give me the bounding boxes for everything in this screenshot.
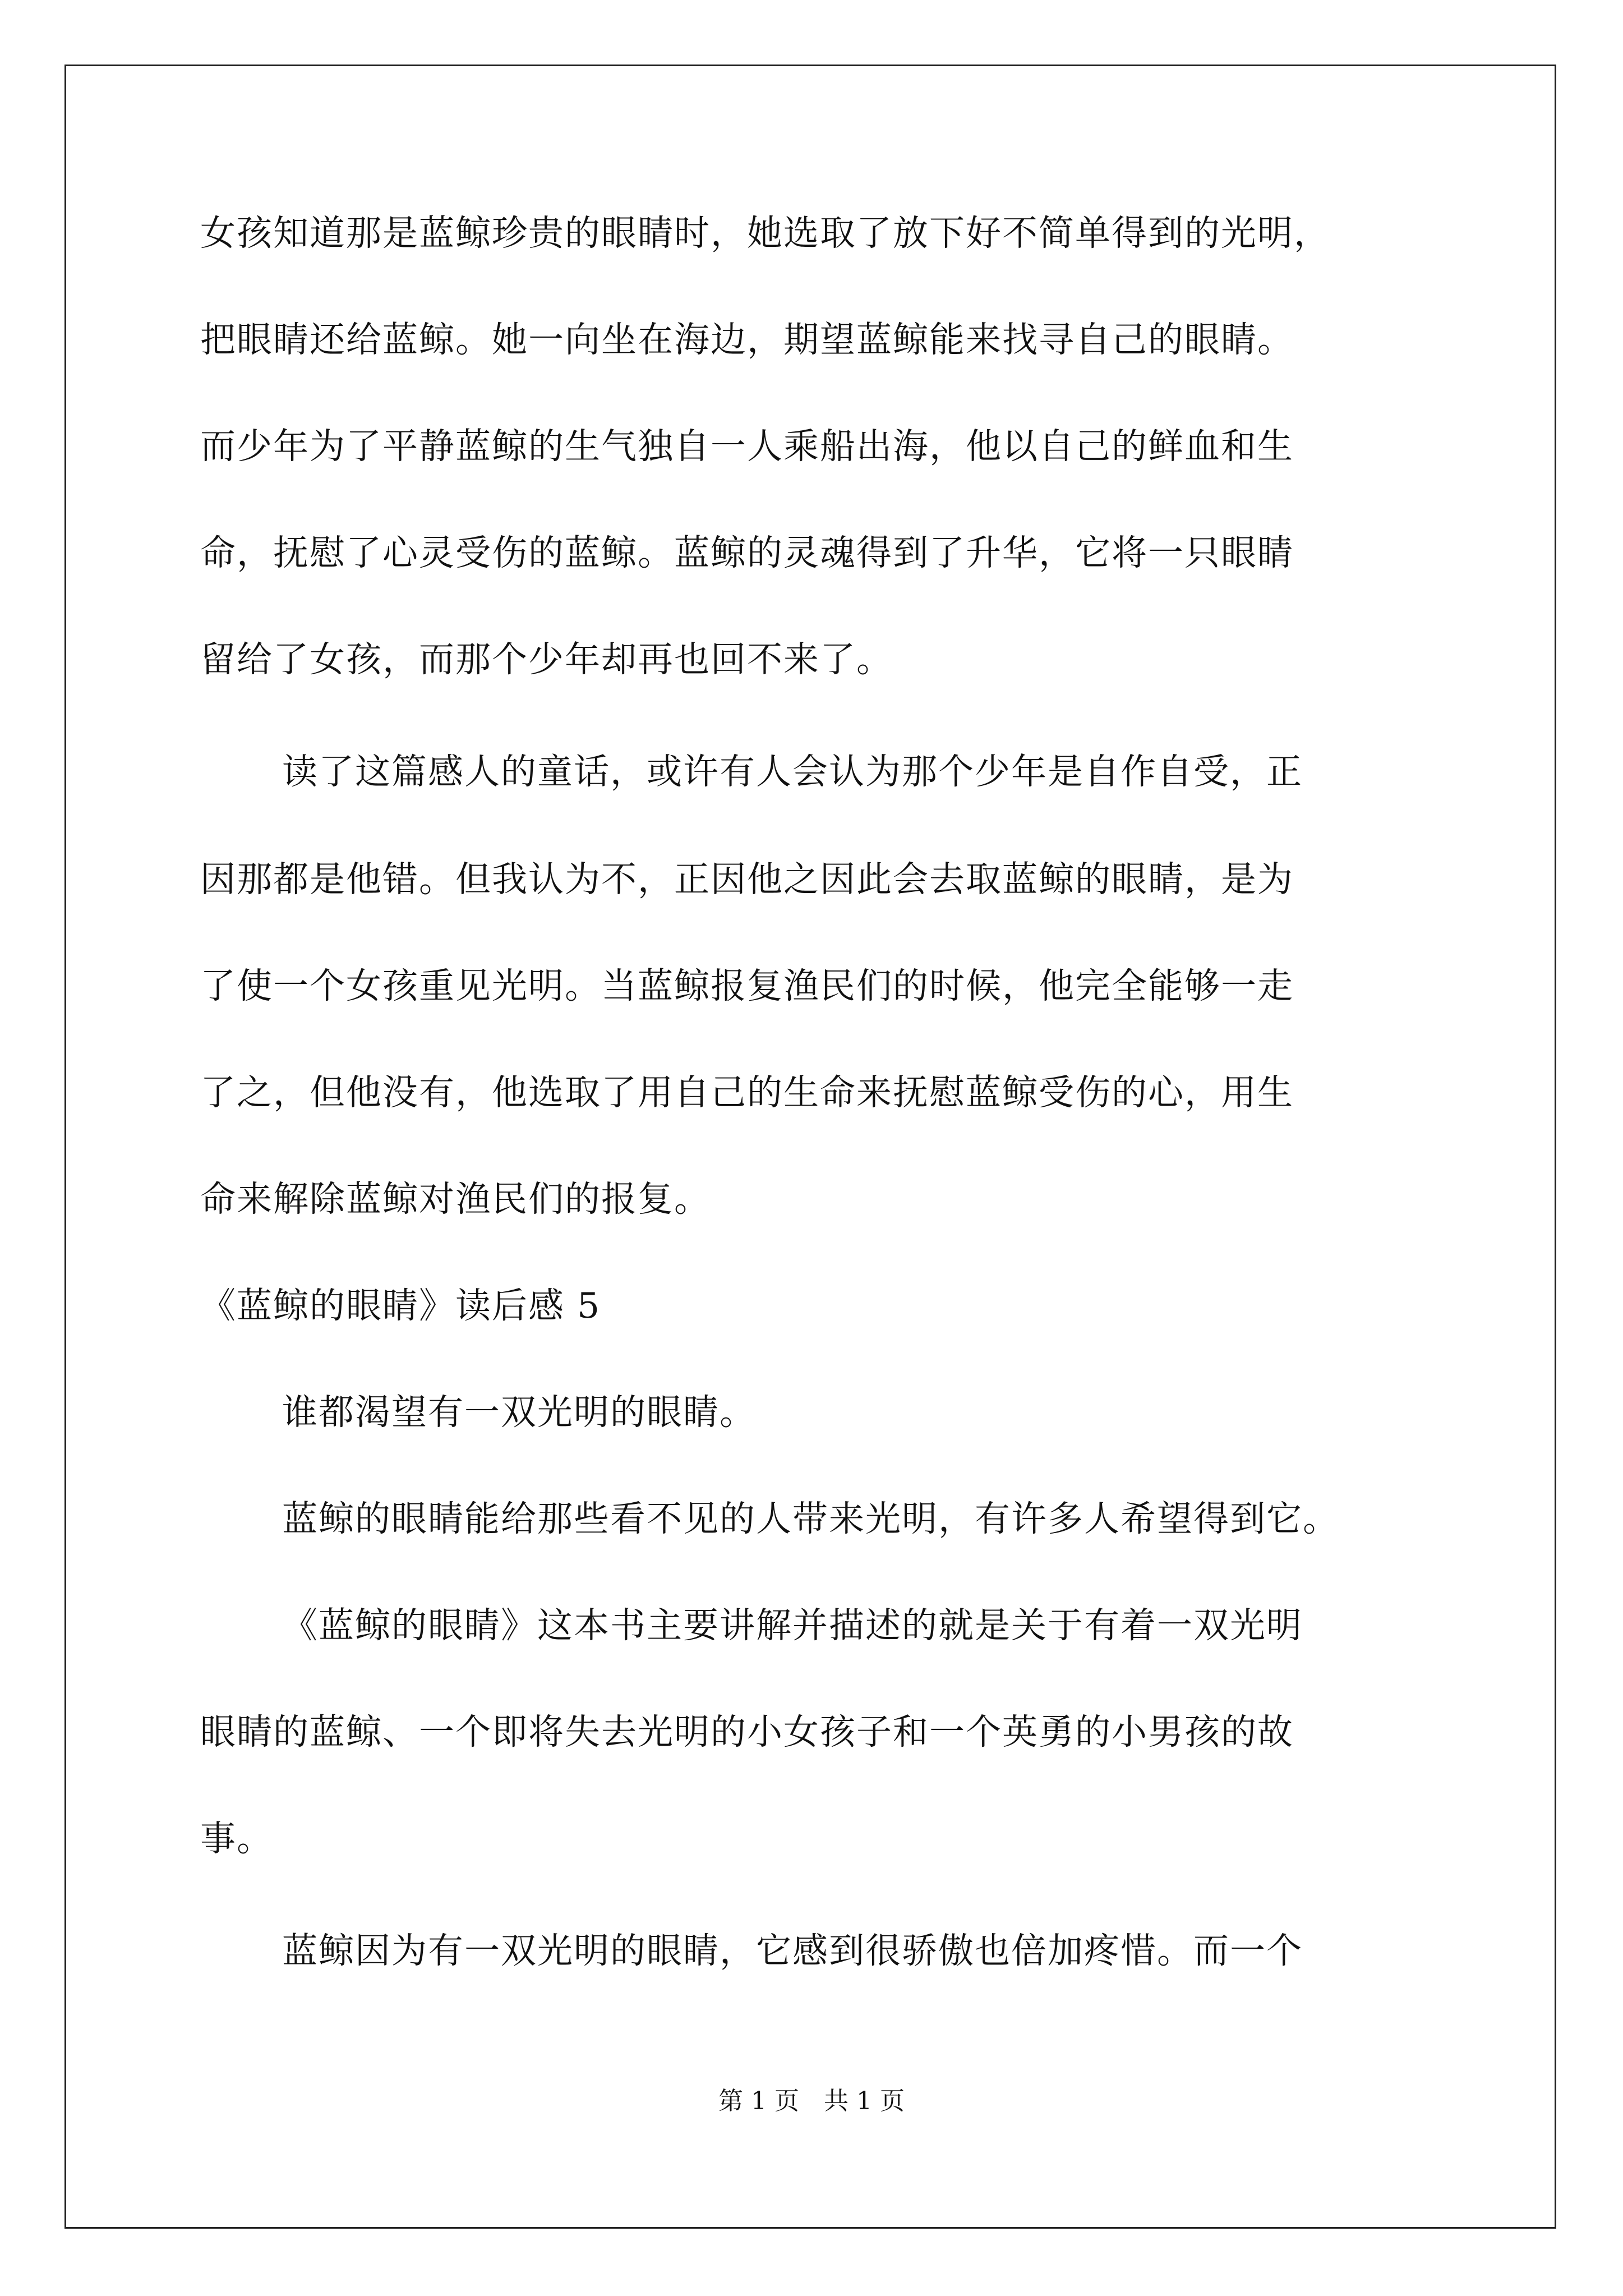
paragraph-line: 留给了女孩，而那个少年却再也回不来了。 bbox=[200, 639, 893, 680]
paragraph-line: 而少年为了平静蓝鲸的生气独自一人乘船出海，他以自己的鲜血和生 bbox=[200, 426, 1294, 467]
page-border bbox=[64, 65, 1556, 2229]
paragraph-line: 《蓝鲸的眼睛》这本书主要讲解并描述的就是关于有着一双光明 bbox=[282, 1605, 1303, 1646]
paragraph-line: 蓝鲸的眼睛能给那些看不见的人带来光明，有许多人希望得到它。 bbox=[282, 1498, 1339, 1539]
paragraph-line: 事。 bbox=[200, 1818, 273, 1859]
paragraph-line: 女孩知道那是蓝鲸珍贵的眼睛时，她选取了放下好不简单得到的光明， bbox=[200, 213, 1330, 254]
paragraph-line: 谁都渴望有一双光明的眼睛。 bbox=[282, 1392, 756, 1433]
paragraph-line: 命，抚慰了心灵受伤的蓝鲸。蓝鲸的灵魂得到了升华，它将一只眼睛 bbox=[200, 532, 1294, 573]
paragraph-line: 了之，但他没有，他选取了用自己的生命来抚慰蓝鲸受伤的心，用生 bbox=[200, 1072, 1294, 1113]
page-number-footer: 第 1 页 共 1 页 bbox=[718, 2087, 905, 2115]
paragraph-line: 了使一个女孩重见光明。当蓝鲸报复渔民们的时候，他完全能够一走 bbox=[200, 965, 1294, 1006]
paragraph-line: 因那都是他错。但我认为不，正因他之因此会去取蓝鲸的眼睛，是为 bbox=[200, 859, 1294, 900]
paragraph-line: 命来解除蓝鲸对渔民们的报复。 bbox=[200, 1179, 711, 1220]
paragraph-line: 眼睛的蓝鲸、一个即将失去光明的小女孩子和一个英勇的小男孩的故 bbox=[200, 1711, 1294, 1752]
paragraph-line: 把眼睛还给蓝鲸。她一向坐在海边，期望蓝鲸能来找寻自己的眼睛。 bbox=[200, 319, 1294, 360]
paragraph-line: 蓝鲸因为有一双光明的眼睛，它感到很骄傲也倍加疼惜。而一个 bbox=[282, 1930, 1303, 1971]
section-heading: 《蓝鲸的眼睛》读后感 5 bbox=[200, 1285, 601, 1326]
paragraph-line: 读了这篇感人的童话，或许有人会认为那个少年是自作自受，正 bbox=[282, 751, 1303, 792]
